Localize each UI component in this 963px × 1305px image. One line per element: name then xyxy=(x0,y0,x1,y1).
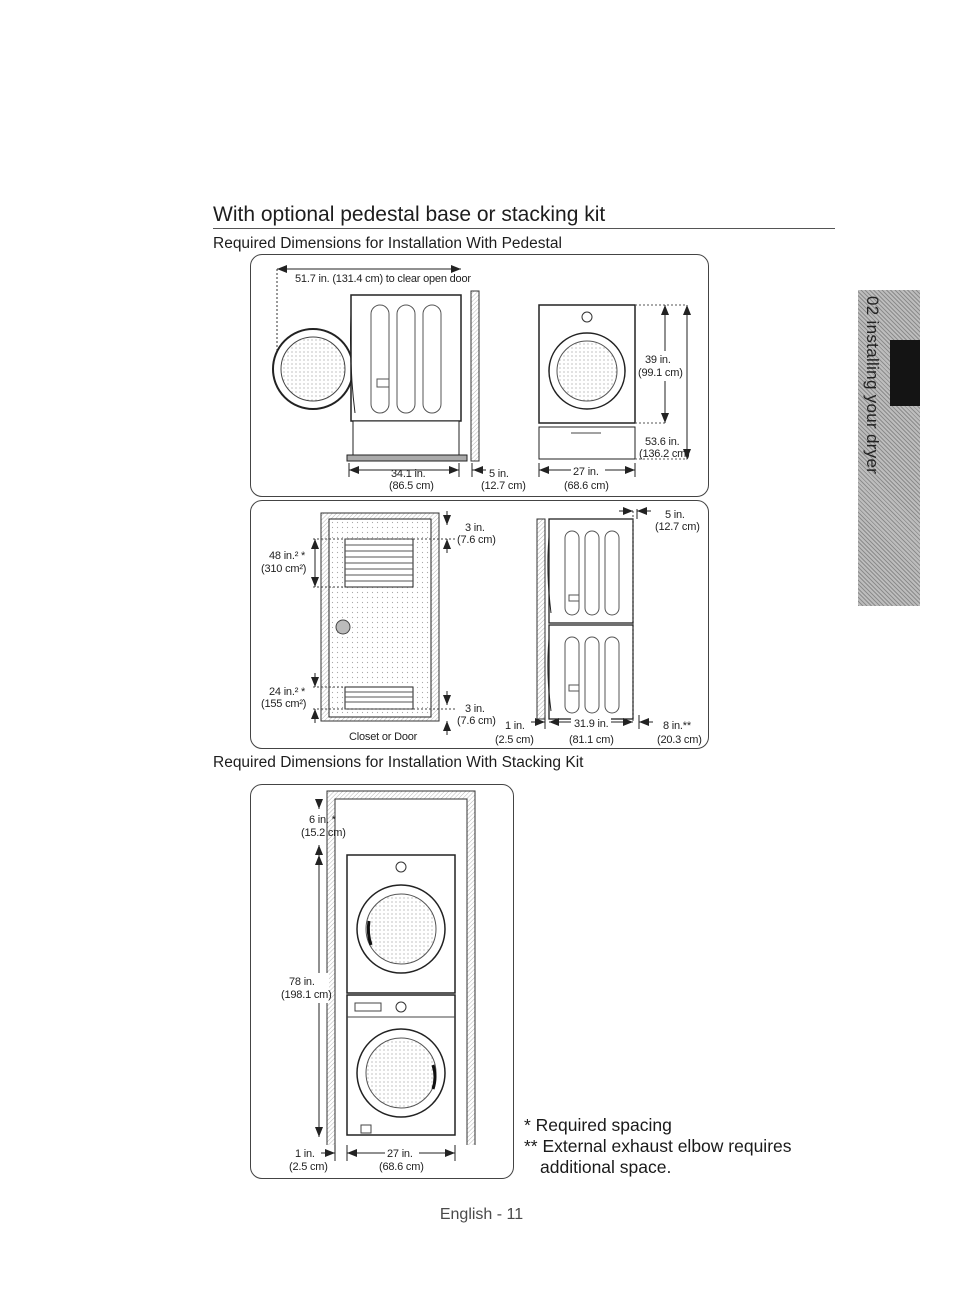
bottom-gap-cm: (7.6 cm) xyxy=(457,715,496,727)
top-rear-cm: (12.7 cm) xyxy=(655,521,700,533)
page-footer: English - 11 xyxy=(439,1206,524,1223)
rear-gap-cm: (12.7 cm) xyxy=(481,480,526,492)
closet-diagram xyxy=(251,501,708,748)
stacking-diagram xyxy=(251,785,513,1178)
stack-side-gap-cm: (2.5 cm) xyxy=(289,1161,328,1173)
note-required-spacing: * Required spacing xyxy=(524,1115,672,1135)
width-in: 27 in. xyxy=(573,466,599,478)
top-gap-cm: (7.6 cm) xyxy=(457,534,496,546)
closet-width-in: 31.9 in. xyxy=(574,718,609,730)
chapter-title: installing your dryer xyxy=(863,320,882,475)
total-height-in: 53.6 in. xyxy=(645,436,680,448)
side-gap-in: 1 in. xyxy=(505,720,525,732)
chapter-number: 02 xyxy=(863,296,882,316)
closet-door-label: Closet or Door xyxy=(349,731,418,743)
stacking-heading: Required Dimensions for Installation With Stacking Kit xyxy=(213,754,584,771)
depth-cm: (86.5 cm) xyxy=(389,480,434,492)
bottom-vent-in: 24 in.² * xyxy=(269,686,306,698)
stack-height-in: 78 in. xyxy=(289,976,315,988)
closet-diagram-panel xyxy=(250,500,709,749)
pedestal-diagram xyxy=(251,255,708,496)
stack-width-in: 27 in. xyxy=(387,1148,413,1160)
section-title: With optional pedestal base or stacking kit xyxy=(213,203,835,229)
note-exhaust-line1: ** External exhaust elbow requires xyxy=(524,1136,792,1156)
top-rear-in: 5 in. xyxy=(665,509,685,521)
top-vent-in: 48 in.² * xyxy=(269,550,306,562)
stack-top-gap-in: 6 in. * xyxy=(309,814,336,826)
closet-rear-gap-in: 8 in.** xyxy=(663,720,691,732)
stack-top-gap-cm: (15.2 cm) xyxy=(301,827,346,839)
door-clearance-label: 51.7 in. (131.4 cm) to clear open door xyxy=(295,273,471,285)
width-cm: (68.6 cm) xyxy=(564,480,609,492)
closet-rear-gap-cm: (20.3 cm) xyxy=(657,734,702,746)
chapter-tab-label xyxy=(862,296,882,474)
bottom-gap-in: 3 in. xyxy=(465,703,485,715)
stack-height-cm: (198.1 cm) xyxy=(281,989,332,1001)
chapter-tab-marker xyxy=(890,340,920,406)
pedestal-diagram-panel xyxy=(250,254,709,497)
note-exhaust-line2: additional space. xyxy=(540,1157,672,1177)
stacking-diagram-panel xyxy=(250,784,514,1179)
depth-in: 34.1 in. xyxy=(391,468,426,480)
closet-width-cm: (81.1 cm) xyxy=(569,734,614,746)
body-height-cm: (99.1 cm) xyxy=(638,367,683,379)
body-height-in: 39 in. xyxy=(645,354,671,366)
top-gap-in: 3 in. xyxy=(465,522,485,534)
stack-side-gap-in: 1 in. xyxy=(295,1148,315,1160)
stack-width-cm: (68.6 cm) xyxy=(379,1161,424,1173)
rear-gap-in: 5 in. xyxy=(489,468,509,480)
side-gap-cm: (2.5 cm) xyxy=(495,734,534,746)
total-height-cm: (136.2 cm) xyxy=(639,448,690,460)
top-vent-cm: (310 cm²) xyxy=(261,563,307,575)
chapter-tab xyxy=(858,290,920,606)
pedestal-heading: Required Dimensions for Installation With Pedestal xyxy=(213,235,562,252)
bottom-vent-cm: (155 cm²) xyxy=(261,698,307,710)
